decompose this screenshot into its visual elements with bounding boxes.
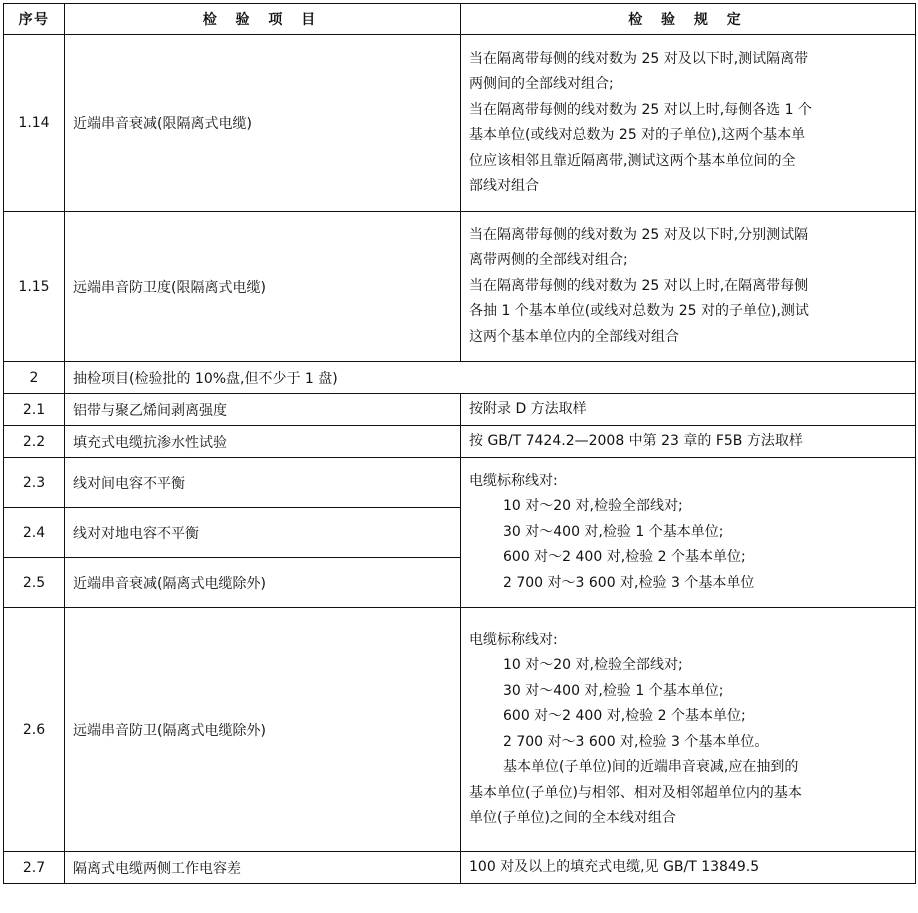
header-no: 序号 xyxy=(4,4,65,35)
table-row xyxy=(4,212,916,362)
rule-line: 当在隔离带每侧的线对数为 25 对及以下时,测试隔离带 xyxy=(469,50,809,67)
row-no: 2.1 xyxy=(4,394,65,426)
rule-line: 600 对～2 400 对,检验 2 个基本单位; xyxy=(503,708,746,724)
header-item: 检 验 项 目 xyxy=(65,4,461,35)
rule-line: 部线对组合 xyxy=(469,178,539,194)
rule-line: 10 对～20 对,检验全部线对; xyxy=(503,498,683,515)
rule-line: 10 对～20 对,检验全部线对; xyxy=(503,657,683,673)
table-header-row xyxy=(4,4,916,35)
header-rule: 检 验 规 定 xyxy=(461,4,916,35)
rule-line: 位应该相邻且靠近隔离带,测试这两个基本单位间的全 xyxy=(469,152,796,169)
row-item: 填充式电缆抗渗水性试验 xyxy=(65,426,461,458)
row-item: 近端串音衰减(限隔离式电缆) xyxy=(65,35,461,212)
row-rule-shared xyxy=(461,458,916,608)
row-no: 1.14 xyxy=(4,35,65,212)
inspection-table xyxy=(3,3,916,884)
row-no: 1.15 xyxy=(4,212,65,362)
row-no: 2.2 xyxy=(4,426,65,458)
table-row xyxy=(4,35,916,212)
rule-line: 当在隔离带每侧的线对数为 25 对以上时,在隔离带每侧 xyxy=(469,277,809,294)
table-row xyxy=(4,458,916,508)
row-rule: 100 对及以上的填充式电缆,见 GB/T 13849.5 xyxy=(461,852,916,884)
row-no: 2.7 xyxy=(4,852,65,884)
row-no: 2.4 xyxy=(4,508,65,558)
rule-note-line: 基本单位(子单位)与相邻、相对及相邻超单位内的基本 xyxy=(469,784,802,801)
row-item: 远端串音防卫(隔离式电缆除外) xyxy=(65,608,461,852)
row-rule: 按附录 D 方法取样 xyxy=(461,394,916,426)
rule-line: 30 对～400 对,检验 1 个基本单位; xyxy=(503,682,724,699)
rule-line: 基本单位(或线对总数为 25 对的子单位),这两个基本单 xyxy=(469,127,806,143)
table-row xyxy=(4,852,916,884)
row-rule: 按 GB/T 7424.2—2008 中第 23 章的 F5B 方法取样 xyxy=(461,426,916,458)
rule-line: 两侧间的全部线对组合; xyxy=(469,76,614,92)
row-no: 2 xyxy=(4,362,65,394)
row-no: 2.3 xyxy=(4,458,65,508)
row-item: 线对间电容不平衡 xyxy=(65,458,461,508)
rule-title: 电缆标称线对: xyxy=(469,631,558,648)
row-item: 铝带与聚乙烯间剥离强度 xyxy=(65,394,461,426)
row-item: 隔离式电缆两侧工作电容差 xyxy=(65,852,461,884)
row-no: 2.6 xyxy=(4,608,65,852)
row-item: 抽检项目(检验批的 10%盘,但不少于 1 盘) xyxy=(65,362,916,394)
table-row xyxy=(4,608,916,852)
row-item: 线对对地电容不平衡 xyxy=(65,508,461,558)
table-row xyxy=(4,394,916,426)
rule-line: 这两个基本单位内的全部线对组合 xyxy=(469,328,679,345)
rule-line: 当在隔离带每侧的线对数为 25 对及以下时,分别测试隔 xyxy=(469,226,809,243)
rule-line: 2 700 对～3 600 对,检验 3 个基本单位。 xyxy=(503,733,769,750)
rule-line: 各抽 1 个基本单位(或线对总数为 25 对的子单位),测试 xyxy=(469,303,809,320)
table-row xyxy=(4,426,916,458)
table-row xyxy=(4,362,916,394)
row-rule xyxy=(461,608,916,852)
row-rule xyxy=(461,35,916,212)
rule-title: 电缆标称线对: xyxy=(469,472,558,489)
rule-line: 当在隔离带每侧的线对数为 25 对以上时,每侧各选 1 个 xyxy=(469,101,812,118)
rule-note-line: 基本单位(子单位)间的近端串音衰减,应在抽到的 xyxy=(503,759,799,775)
row-no: 2.5 xyxy=(4,558,65,608)
rule-note-line: 单位(子单位)之间的全本线对组合 xyxy=(469,810,676,826)
rule-line: 600 对～2 400 对,检验 2 个基本单位; xyxy=(503,549,746,566)
rule-line: 30 对～400 对,检验 1 个基本单位; xyxy=(503,523,724,540)
rule-line: 离带两侧的全部线对组合; xyxy=(469,252,628,269)
row-rule xyxy=(461,212,916,362)
row-item: 远端串音防卫度(限隔离式电缆) xyxy=(65,212,461,362)
row-item: 近端串音衰减(隔离式电缆除外) xyxy=(65,558,461,608)
rule-line: 2 700 对～3 600 对,检验 3 个基本单位 xyxy=(503,574,755,591)
